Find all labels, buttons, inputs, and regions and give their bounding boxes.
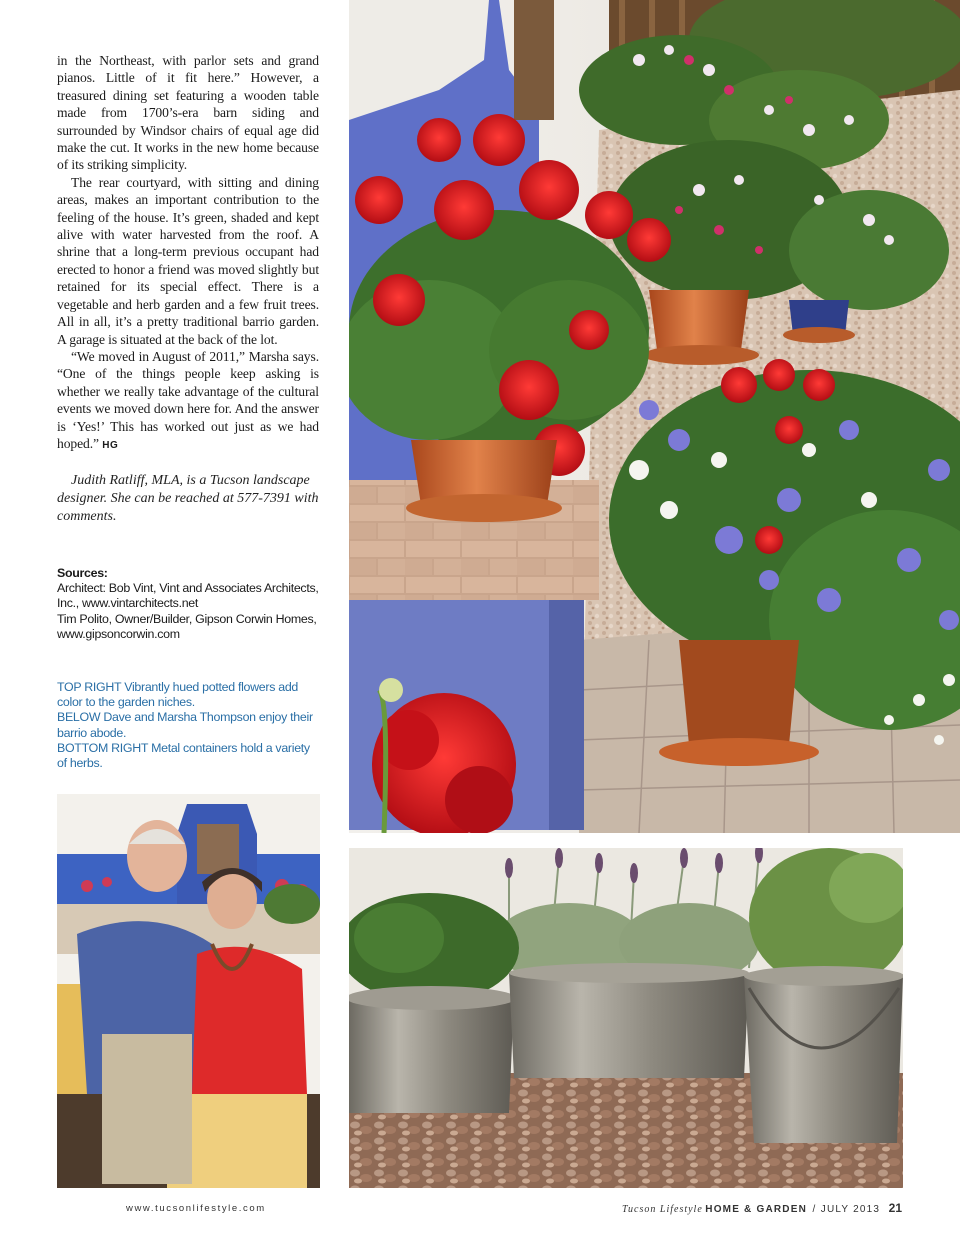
- article-paragraph-text: “We moved in August of 2011,” Marsha says. “One of the things people keep asking is whether we really take advantage of the cultural events we moved down here for. And the answer is ‘Yes!’ This has worked out just as we had hoped.”: [57, 348, 319, 451]
- end-mark: HG: [102, 439, 119, 451]
- caption-bottom-right: BOTTOM RIGHT Metal containers hold a variety of herbs.: [57, 740, 310, 771]
- website-footer: www.tucsonlifestyle.com: [126, 1203, 266, 1214]
- photo-captions: [57, 680, 319, 771]
- author-bio: Judith Ratliff, MLA, is a Tucson landscape designer. She can be reached at 577-7391 with comments.: [57, 473, 319, 525]
- sources-heading: Sources:: [57, 566, 108, 580]
- article-paragraph: in the Northeast, with parlor sets and grand pianos. Little of it fit here.” However, a treasured dining set featuring a wooden table made from 1700’s-era barn siding and surrounded by Windsor chairs of equal age did make the cut. It works in the new home because of its striking simplicity.: [57, 53, 319, 173]
- folio: [622, 1201, 902, 1215]
- potted-flowers-photo: [349, 0, 960, 833]
- section-name: HOME & GARDEN: [705, 1204, 807, 1215]
- source-line: Tim Polito, Owner/Builder, Gipson Corwin Homes, www.gipsoncorwin.com: [57, 611, 317, 641]
- article-column: [57, 52, 319, 540]
- couple-photo: [57, 794, 320, 1188]
- article-body: [57, 52, 319, 454]
- herb-containers-photo: [349, 848, 903, 1188]
- sources-block: [57, 566, 319, 642]
- article-paragraph: The rear courtyard, with sitting and dining areas, makes an important contribution to the feeling of the house. It’s green, shaded and kept alive with water harvested from the roof. A shrine that a long-term previous occupant had erected to honor a friend was moved slightly but retained for its special effect. There is a vegetable and herb garden and a few fruit trees. All in all, it’s a pretty traditional barrio garden. A garage is situated at the back of the lot.: [57, 174, 319, 347]
- issue-date: JULY 2013: [820, 1204, 881, 1215]
- folio-separator: /: [812, 1204, 816, 1215]
- caption-below: BELOW Dave and Marsha Thompson enjoy their barrio abode.: [57, 710, 313, 740]
- page-number: 21: [888, 1201, 902, 1215]
- magazine-name: Tucson Lifestyle: [622, 1204, 703, 1215]
- article-paragraph: [57, 348, 319, 454]
- caption-top-right: TOP RIGHT Vibrantly hued potted flowers add color to the garden niches.: [57, 680, 299, 710]
- source-line: Architect: Bob Vint, Vint and Associates Architects, Inc., www.vintarchitects.net: [57, 581, 319, 611]
